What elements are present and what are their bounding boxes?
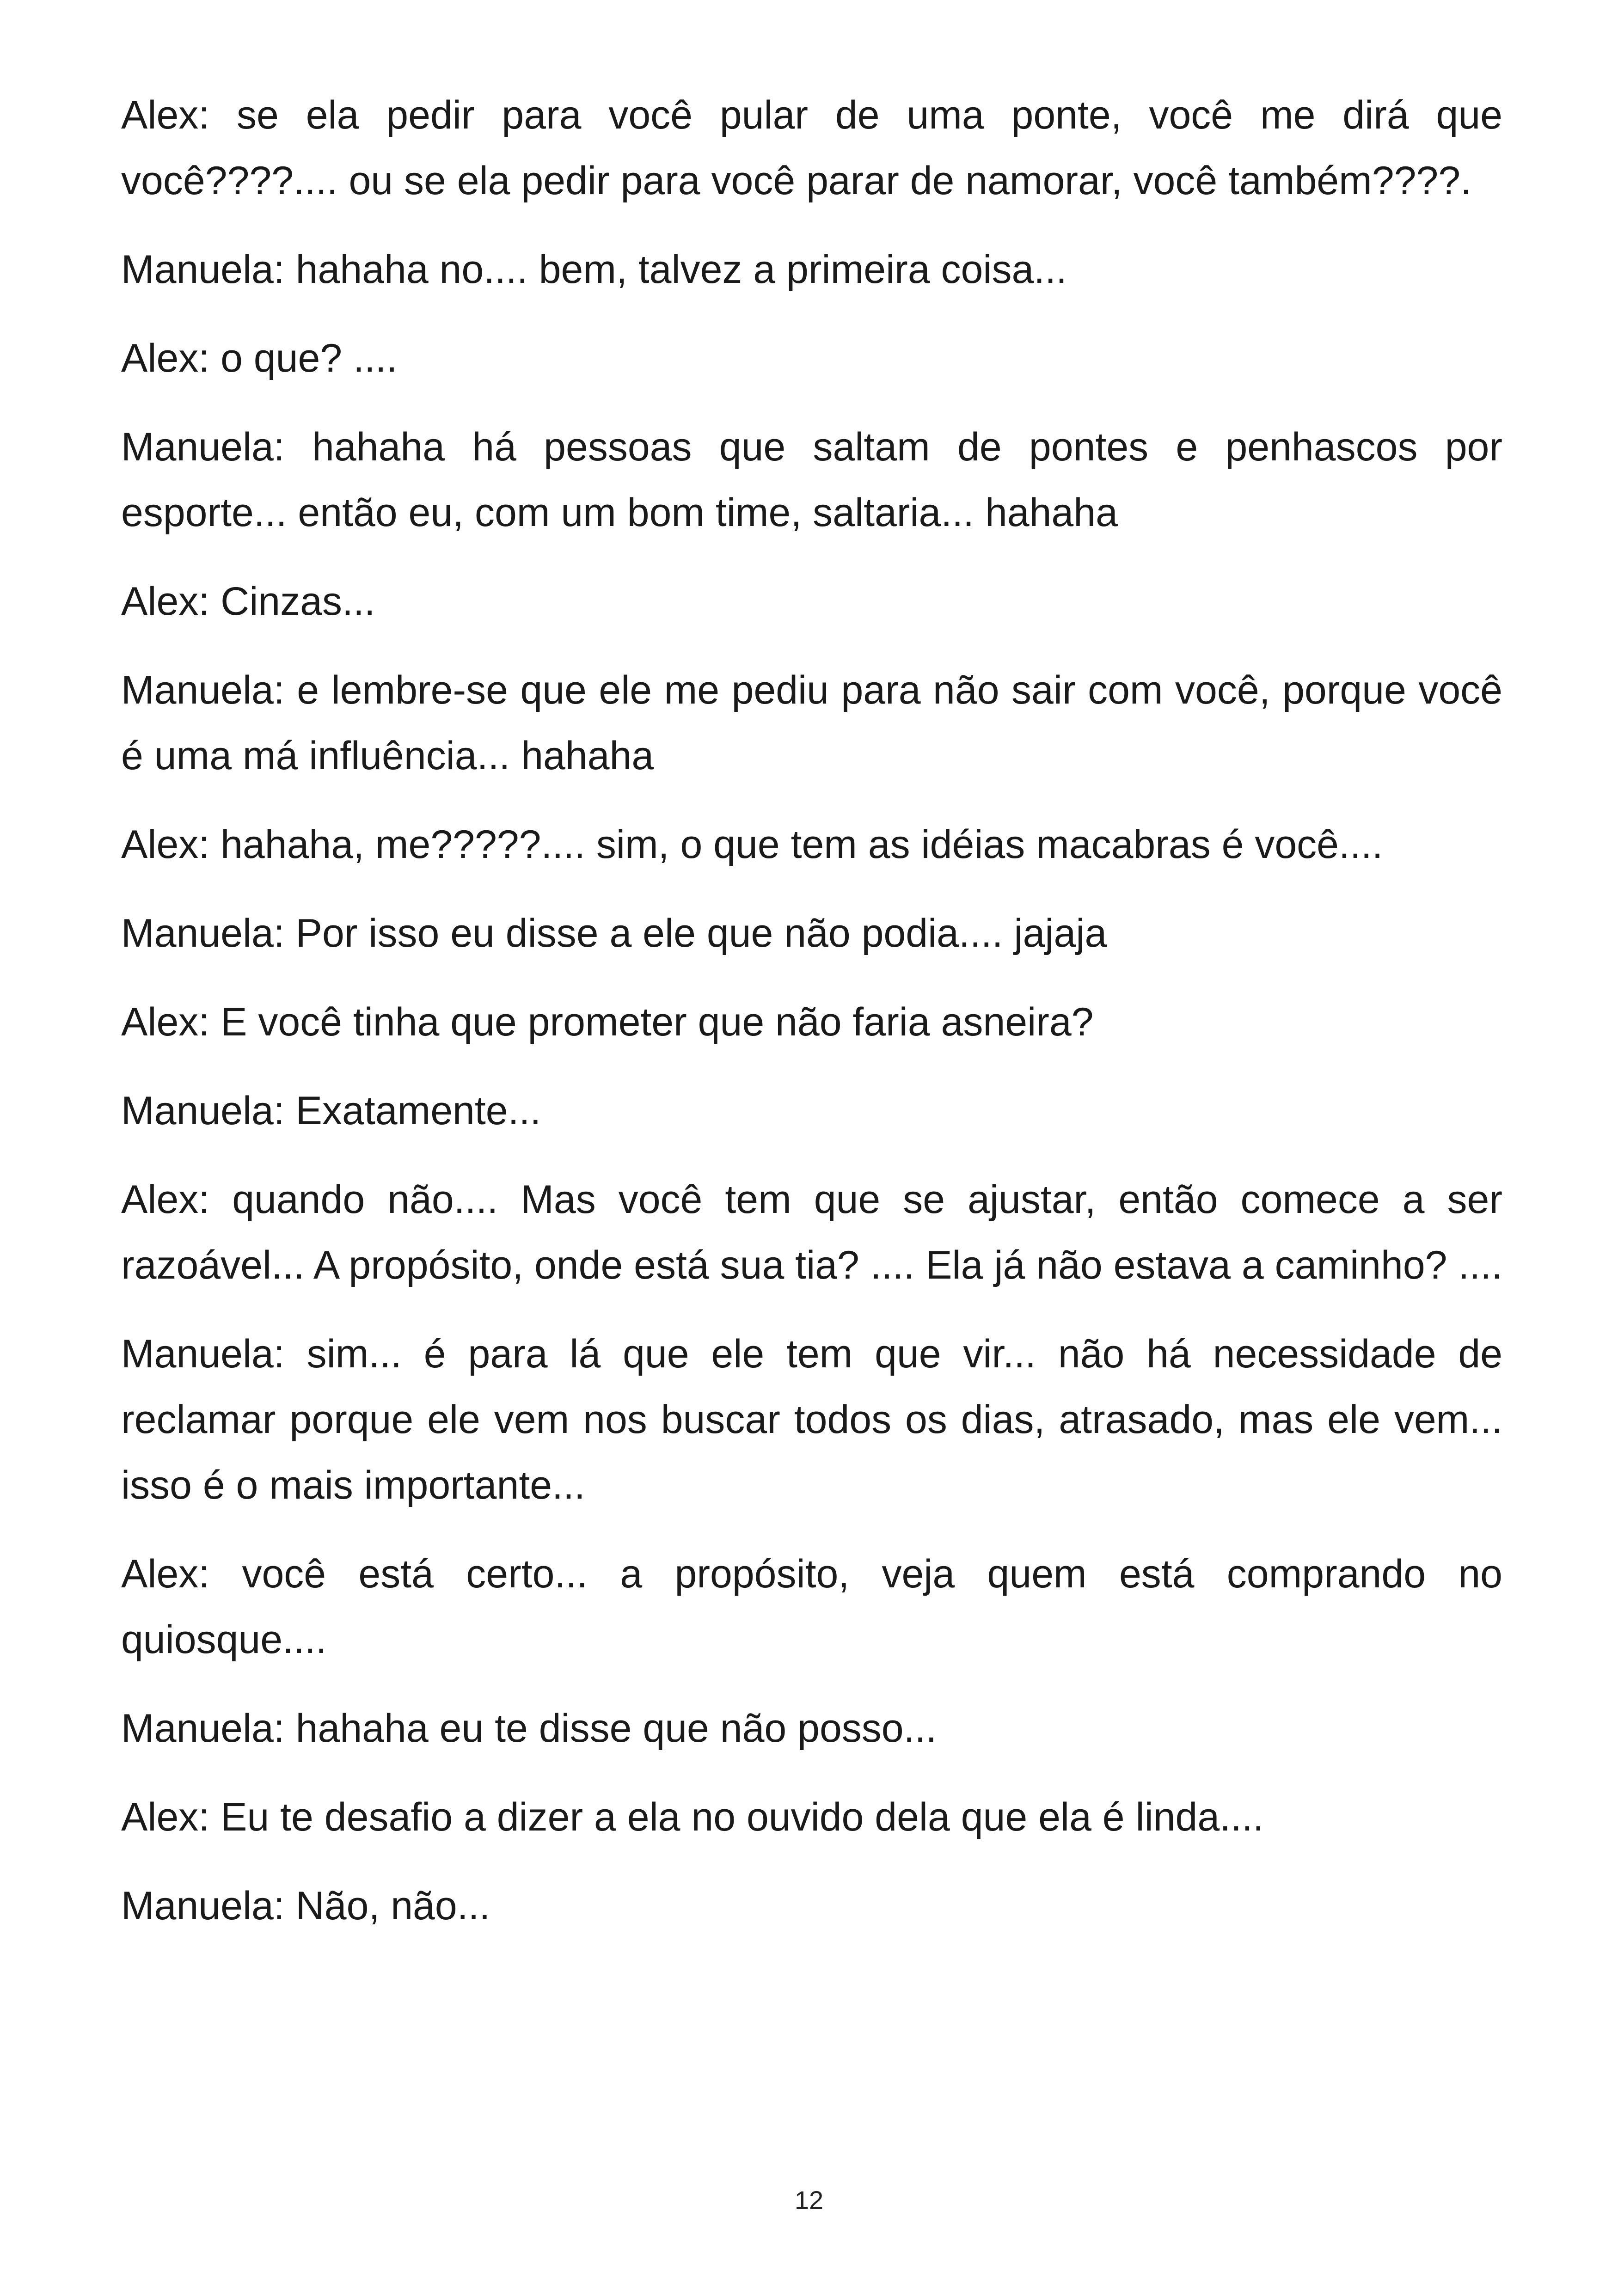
dialogue-line: Manuela: Exatamente... [121,1089,541,1133]
dialogue-line: Alex: você está certo... a propósito, veja quem está comprando no quiosque.... [121,1552,1502,1662]
dialogue-line: Manuela: hahaha eu te disse que não posso... [121,1706,937,1751]
page-number: 12 [794,2186,824,2215]
dialogue-line: Alex: se ela pedir para você pular de uma ponte, você me dirá que você????.... ou se ela pedir para você parar de namorar, você também????. [121,93,1502,203]
dialogue-line: Manuela: hahaha no.... bem, talvez a primeira coisa... [121,247,1067,292]
dialogue-line: Manuela: e lembre-se que ele me pediu para não sair com você, porque você é uma má influência... hahaha [121,668,1502,778]
dialogue-line: Alex: Cinzas... [121,579,375,624]
dialogue-line: Alex: Eu te desafio a dizer a ela no ouvido dela que ela é linda.... [121,1795,1264,1839]
dialogue-body [121,82,1502,1962]
dialogue-line: Alex: E você tinha que prometer que não faria asneira? [121,1000,1094,1044]
dialogue-line: Manuela: Por isso eu disse a ele que não podia.... jajaja [121,911,1107,955]
dialogue-line: Alex: quando não.... Mas você tem que se ajustar, então comece a ser razoável... A propósito, onde está sua tia? .... Ela já não estava a caminho? .... [121,1177,1502,1287]
dialogue-line: Manuela: Não, não... [121,1884,490,1928]
dialogue-line: Alex: o que? .... [121,336,398,380]
dialogue-line: Alex: hahaha, me?????.... sim, o que tem as idéias macabras é você.... [121,822,1383,867]
dialogue-line: Manuela: sim... é para lá que ele tem que vir... não há necessidade de reclamar porque ele vem nos buscar todos os dias, atrasado, mas ele vem... isso é o mais importante... [121,1332,1502,1507]
dialogue-line: Manuela: hahaha há pessoas que saltam de pontes e penhascos por esporte... então eu, com um bom time, saltaria... hahaha [121,425,1502,535]
